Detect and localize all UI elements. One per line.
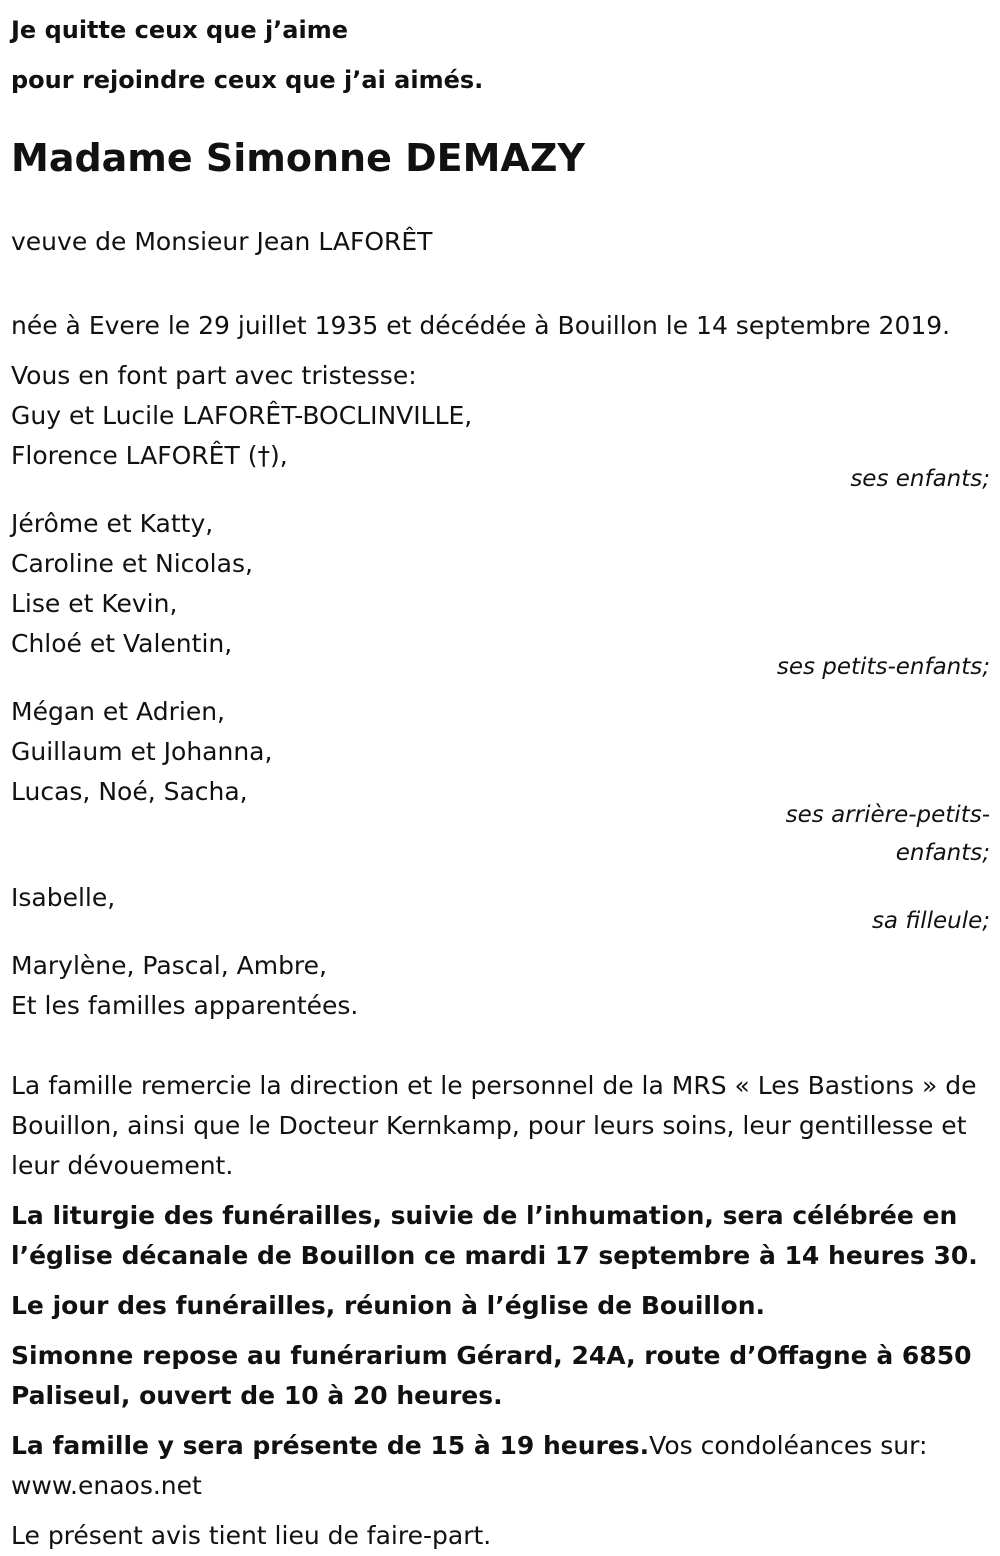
widow-of: veuve de Monsieur Jean LAFORÊT	[11, 227, 433, 256]
family-name-line: Isabelle,	[11, 883, 116, 912]
relation-label: ses arrière-petits-enfants;	[785, 802, 990, 866]
great-grandchildren-group	[11, 692, 990, 872]
condolences-text: Vos condoléances sur: www.enaos.net	[11, 1431, 928, 1500]
goddaughter-group	[11, 878, 990, 940]
grandchildren-group	[11, 504, 990, 686]
family-name-line: Chloé et Valentin,	[11, 629, 233, 658]
family-name-line: Caroline et Nicolas,	[11, 549, 253, 578]
presence-hours: La famille y sera présente de 15 à 19 heures.	[11, 1431, 650, 1460]
relation-label: sa filleule;	[871, 908, 990, 934]
relation-label: ses enfants;	[850, 466, 990, 492]
relation-label: ses petits-enfants;	[776, 654, 990, 680]
family-name-line: Marylène, Pascal, Ambre,	[11, 951, 327, 980]
family-name-line: Mégan et Adrien,	[11, 697, 225, 726]
birth-death-dates: née à Evere le 29 juillet 1935 et décédée à Bouillon le 14 septembre 2019.	[11, 311, 951, 340]
liturgy-paragraph: La liturgie des funérailles, suivie de l’inhumation, sera célébrée en l’église décanale de Bouillon ce mardi 17 septembre à 14 heures 30.	[11, 1201, 978, 1270]
family-name-line: Guy et Lucile LAFORÊT-BOCLINVILLE,	[11, 401, 473, 430]
thanks-paragraph: La famille remercie la direction et le personnel de la MRS « Les Bastions » de Bouillon, ainsi que le Docteur Kernkamp, pour leurs soins, leur gentillesse et leur dévouement.	[11, 1071, 977, 1180]
epigraph-line-1: Je quitte ceux que j’aime	[11, 16, 349, 44]
family-name-line: Lucas, Noé, Sacha,	[11, 777, 248, 806]
family-name-line: Florence LAFORÊT (†),	[11, 441, 288, 470]
family-name-line: Lise et Kevin,	[11, 589, 178, 618]
other-relatives-group	[11, 946, 990, 1026]
family-name-line: Et les familles apparentées.	[11, 991, 359, 1020]
family-name-line: Jérôme et Katty,	[11, 509, 214, 538]
funerarium-paragraph: Simonne repose au funérarium Gérard, 24A, route d’Offagne à 6850 Paliseul, ouvert de 10 à 20 heures.	[11, 1341, 972, 1410]
deceased-name: Madame Simonne DEMAZY	[11, 136, 585, 180]
epigraph-line-2: pour rejoindre ceux que j’ai aimés.	[11, 66, 484, 94]
closing-note: Le présent avis tient lieu de faire-part.	[11, 1521, 492, 1550]
meeting-paragraph: Le jour des funérailles, réunion à l’église de Bouillon.	[11, 1291, 766, 1320]
children-group	[11, 396, 990, 498]
presence-paragraph	[11, 1426, 990, 1506]
family-name-line: Guillaum et Johanna,	[11, 737, 273, 766]
announcement-intro: Vous en font part avec tristesse:	[11, 361, 417, 390]
